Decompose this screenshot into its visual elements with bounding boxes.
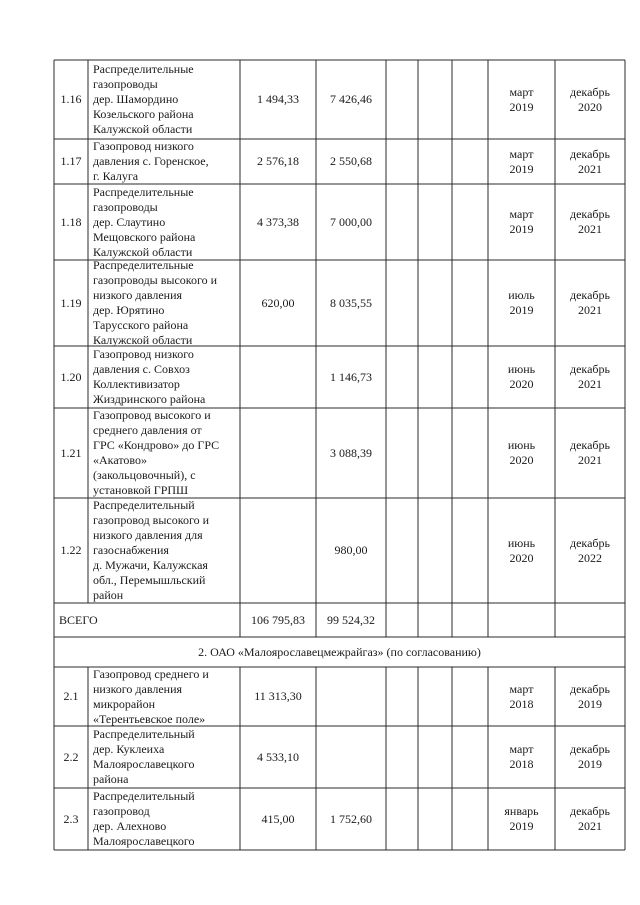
end-date-text: декабрь 2021 — [570, 288, 610, 317]
value-cost-1-text: 2 576,18 — [257, 154, 299, 168]
value-cost-1 — [240, 788, 316, 850]
end-date — [555, 667, 625, 726]
start-date — [488, 408, 555, 498]
row-number-text: 1.21 — [60, 445, 82, 460]
value-cost-2-text: 980,00 — [334, 543, 368, 557]
section-title-text: 2. ОАО «Малоярославецмежрайгаз» (по согласованию) — [198, 644, 481, 659]
object-name — [88, 184, 240, 260]
row-number — [54, 139, 88, 184]
end-date-text: декабрь 2021 — [570, 207, 610, 236]
value-cost-2 — [316, 139, 386, 184]
start-date-text: июнь 2020 — [507, 438, 536, 467]
row-number — [54, 184, 88, 260]
row-number — [54, 260, 88, 346]
row-number-text: 2.1 — [63, 689, 79, 703]
start-date — [488, 60, 555, 139]
start-date — [488, 667, 555, 726]
value-cost-2 — [316, 788, 386, 850]
start-date-text: март 2018 — [509, 742, 534, 771]
value-cost-1 — [240, 260, 316, 346]
total-value-1-text: 106 795,83 — [251, 612, 305, 627]
object-name — [88, 139, 240, 184]
object-name — [88, 498, 240, 603]
row-number — [54, 788, 88, 850]
end-date-text: декабрь 2021 — [570, 146, 610, 176]
object-name-text: Распределительный газопровод дер. Алехново Малоярославецкого — [93, 789, 195, 848]
row-number — [54, 346, 88, 408]
object-name — [88, 726, 240, 788]
row-number-text: 1.16 — [60, 92, 82, 106]
object-name-text: Газопровод высокого и среднего давления от ГРС «Кондрово» до ГРС «Акатово» (закольцовочный), с установкой ГРПШ — [93, 408, 220, 497]
value-cost-2-text: 3 088,39 — [330, 445, 372, 460]
total-value-2-text: 99 524,32 — [327, 612, 375, 627]
value-cost-1-text: 4 373,38 — [257, 214, 299, 229]
value-cost-2-text: 1 146,73 — [330, 369, 372, 384]
object-name — [88, 788, 240, 850]
end-date — [555, 498, 625, 603]
row-number-text: 2.2 — [63, 749, 79, 764]
start-date — [488, 260, 555, 346]
object-name-text: Распределительные газопроводы дер. Шамордино Козельского района Калужской области — [93, 62, 194, 136]
value-cost-1 — [240, 346, 316, 408]
total-label-text: ВСЕГО — [59, 612, 98, 627]
value-cost-1 — [240, 60, 316, 139]
total-value-2 — [316, 603, 386, 637]
start-date — [488, 788, 555, 850]
object-name — [88, 667, 240, 726]
value-cost-2-text: 8 035,55 — [330, 295, 372, 310]
row-number — [54, 726, 88, 788]
row-number-text: 1.20 — [60, 369, 82, 384]
start-date-text: январь 2019 — [504, 804, 539, 833]
value-cost-2 — [316, 726, 386, 788]
row-number — [54, 408, 88, 498]
value-cost-1 — [240, 408, 316, 498]
end-date — [555, 184, 625, 260]
object-name — [88, 346, 240, 408]
end-date — [555, 260, 625, 346]
value-cost-1-text: 11 313,30 — [254, 689, 302, 703]
start-date-text: март 2018 — [509, 681, 534, 711]
value-cost-2-text: 2 550,68 — [330, 154, 372, 168]
object-name — [88, 60, 240, 139]
value-cost-2 — [316, 498, 386, 603]
row-number — [54, 498, 88, 603]
end-date-text: декабрь 2019 — [570, 742, 610, 771]
object-name-text: Газопровод низкого давления с. Горенское, г. Калуга — [93, 139, 209, 183]
value-cost-1-text: 415,00 — [261, 811, 295, 826]
start-date — [488, 139, 555, 184]
value-cost-1 — [240, 726, 316, 788]
end-date-text: декабрь 2022 — [570, 535, 610, 565]
end-date — [555, 726, 625, 788]
end-date — [555, 139, 625, 184]
end-date — [555, 346, 625, 408]
object-name-text: Распределительный дер. Куклеиха Малоярославецкого района — [93, 727, 195, 786]
total-label — [54, 603, 240, 637]
start-date — [488, 346, 555, 408]
end-date-text: декабрь 2021 — [570, 804, 610, 833]
end-date — [555, 408, 625, 498]
row-number-text: 1.17 — [60, 154, 82, 168]
value-cost-1 — [240, 184, 316, 260]
value-cost-2 — [316, 184, 386, 260]
end-date-text: декабрь 2019 — [570, 681, 610, 711]
object-name-text: Распределительные газопроводы дер. Слаутино Мещовского района Калужской области — [93, 184, 196, 259]
start-date-text: март 2019 — [509, 84, 534, 114]
start-date-text: июль 2019 — [508, 288, 535, 317]
start-date-text: март 2019 — [509, 207, 534, 236]
end-date — [555, 788, 625, 850]
row-number — [54, 667, 88, 726]
row-number-text: 1.22 — [60, 543, 82, 557]
start-date — [488, 498, 555, 603]
value-cost-2-text: 7 426,46 — [330, 92, 372, 106]
value-cost-1 — [240, 498, 316, 603]
value-cost-2 — [316, 260, 386, 346]
row-number-text: 2.3 — [63, 811, 79, 826]
end-date-text: декабрь 2020 — [570, 84, 610, 114]
end-date-text: декабрь 2021 — [570, 438, 610, 467]
value-cost-1-text: 620,00 — [261, 295, 295, 310]
value-cost-1 — [240, 139, 316, 184]
row-number — [54, 60, 88, 139]
row-number-text: 1.19 — [60, 295, 82, 310]
start-date — [488, 726, 555, 788]
start-date-text: март 2019 — [509, 146, 534, 176]
total-value-1 — [240, 603, 316, 637]
value-cost-1-text: 4 533,10 — [257, 749, 299, 764]
value-cost-1 — [240, 667, 316, 726]
value-cost-2 — [316, 60, 386, 139]
object-name-text: Газопровод среднего и низкого давления микрорайон «Терентьевское поле» — [93, 666, 209, 726]
value-cost-2-text: 1 752,60 — [330, 811, 372, 826]
value-cost-1-text: 1 494,33 — [257, 92, 299, 106]
object-name — [88, 408, 240, 498]
value-cost-2 — [316, 408, 386, 498]
start-date — [488, 184, 555, 260]
object-name — [88, 260, 240, 346]
value-cost-2-text: 7 000,00 — [330, 214, 372, 229]
object-name-text: Распределительный газопровод высокого и низкого давления для газоснабжения д. Мужачи, Калужская обл., Перемышльский район — [93, 498, 210, 602]
value-cost-2 — [316, 346, 386, 408]
end-date-text: декабрь 2021 — [570, 362, 610, 391]
row-number-text: 1.18 — [60, 214, 82, 229]
end-date — [555, 60, 625, 139]
value-cost-2 — [316, 667, 386, 726]
object-name-text: Газопровод низкого давления с. Совхоз Коллективизатор Жиздринского района — [93, 347, 206, 406]
start-date-text: июнь 2020 — [507, 362, 536, 391]
start-date-text: июнь 2020 — [507, 535, 536, 565]
section-title — [54, 637, 625, 667]
object-name-text: Распределительные газопроводы высокого и низкого давления дер. Юрятино Тарусского района Калужской области — [93, 258, 218, 347]
